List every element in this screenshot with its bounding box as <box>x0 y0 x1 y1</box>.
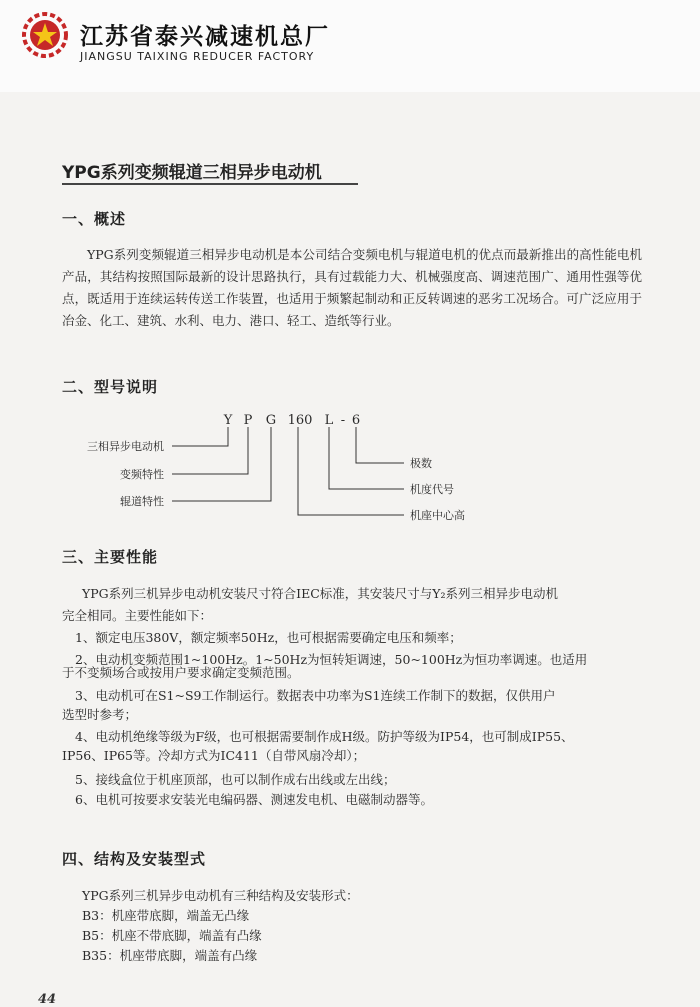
overview-paragraph: YPG系列变频辊道三相异步电动机是本公司结合变频电机与辊道电机的优点而最新推出的高性能电机产品，其结构按照国际最新的设计思路执行，具有过载能力大、机械强度高、调速范围广、通用性强等优点，既适用于连续运转传送工作装置，也适用于频繁起制动和正反转调速的恶劣工况场合。可广泛应用于冶金、化工、建筑、水利、电力、港口、轻工、造纸等行业。 <box>62 247 642 328</box>
code-char-6: 6 <box>351 413 361 428</box>
label-frame-length-code: 机度代号 <box>410 483 454 496</box>
performance-item-3-line2: 选型时参考； <box>62 707 138 722</box>
company-name-cn: 江苏省泰兴减速机总厂 <box>80 24 330 50</box>
performance-item-5: 5、接线盒位于机座顶部，也可以制作成右出线或左出线； <box>75 772 396 787</box>
code-char-g: G <box>265 413 277 428</box>
code-char-p: P <box>243 413 253 428</box>
structure-b35: B35：机座带底脚，端盖有凸缘 <box>82 948 258 963</box>
label-three-phase-motor: 三相异步电动机 <box>87 440 164 453</box>
section-heading-model: 二、型号说明 <box>62 378 159 396</box>
code-char-y: Y <box>223 413 233 428</box>
performance-item-4-line2: IP56、IP65等。冷却方式为IC411（自带风扇冷却）； <box>62 748 366 763</box>
page-number: 44 <box>38 992 57 1007</box>
performance-intro-line1: YPG系列三机异步电动机安装尺寸符合IEC标准，其安装尺寸与Y₂系列三相异步电动机 <box>82 586 559 601</box>
performance-item-1: 1、额定电压380V，额定频率50Hz，也可根据需要确定电压和频率； <box>75 630 462 645</box>
company-name-en: JIANGSU TAIXING REDUCER FACTORY <box>80 50 315 63</box>
code-dash: - <box>340 413 346 428</box>
section-heading-structure: 四、结构及安装型式 <box>62 850 207 868</box>
structure-b3: B3：机座带底脚，端盖无凸缘 <box>82 908 250 923</box>
performance-item-6: 6、电机可按要求安装光电编码器、测速发电机、电磁制动器等。 <box>75 792 433 807</box>
performance-item-2-line2: 于不变频场合或按用户要求确定变频范围。 <box>62 665 300 680</box>
label-roller-way: 辊道特性 <box>120 495 164 508</box>
code-char-l: L <box>324 413 334 428</box>
label-frame-center-height: 机座中心高 <box>410 509 465 522</box>
performance-item-4-line1: 4、电动机绝缘等级为F级，也可根据需要制作成H级。防护等级为IP54，也可制成IP55、 <box>75 729 574 744</box>
structure-intro: YPG系列三机异步电动机有三种结构及安装形式： <box>82 888 359 903</box>
label-variable-frequency: 变频特性 <box>120 468 164 481</box>
section-heading-overview: 一、概述 <box>62 210 127 228</box>
page-title: YPG系列变频辊道三相异步电动机 <box>62 163 322 183</box>
performance-item-2-line1: 2、电动机变频范围1~100Hz。1~50Hz为恒转矩调速，50~100Hz为恒功率调速。也适用 <box>75 652 588 667</box>
code-frame-160: 160 <box>287 413 313 428</box>
section-heading-performance: 三、主要性能 <box>62 548 159 566</box>
performance-intro-line2: 完全相同。主要性能如下： <box>62 608 213 623</box>
label-poles: 极数 <box>410 457 432 470</box>
performance-item-3-line1: 3、电动机可在S1~S9工作制运行。数据表中功率为S1连续工作制下的数据，仅供用户 <box>75 688 556 703</box>
structure-b5: B5：机座不带底脚，端盖有凸缘 <box>82 928 262 943</box>
